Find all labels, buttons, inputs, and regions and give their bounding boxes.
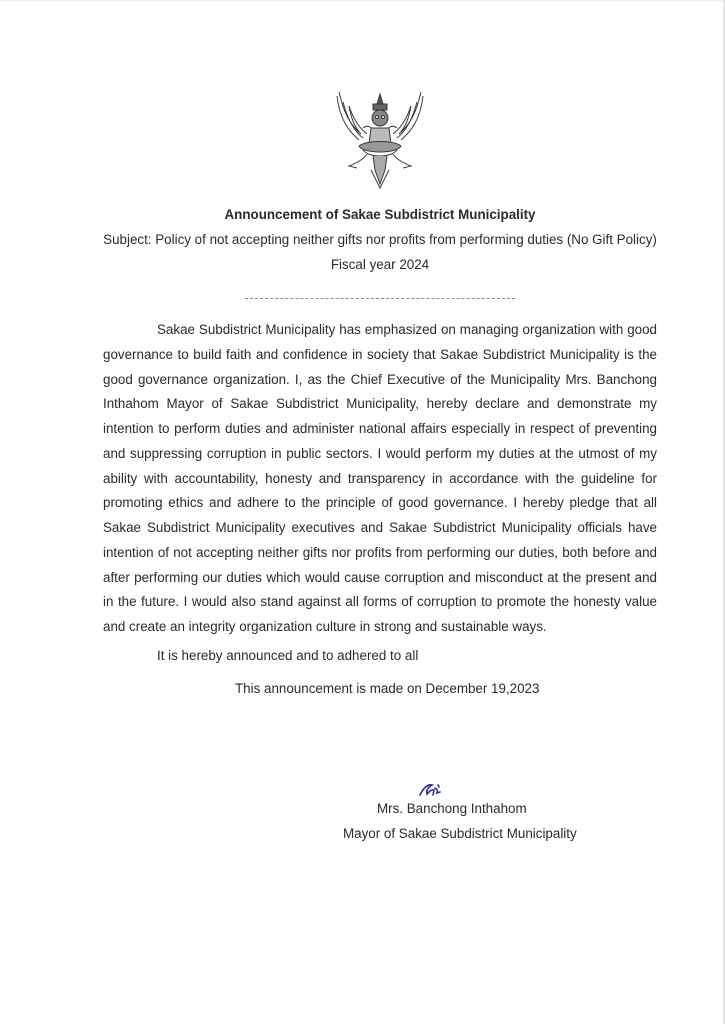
body-paragraph: Sakae Subdistrict Municipality has emphasized on managing organization with good governance to build faith and confidence in society that Sakae Subdistrict Municipality is the good governance organization. I, as the Chief Executive of the Municipality Mrs. Banchong Inthahom Mayor of Sakae Subdistrict Municipality, hereby declare and demonstrate my intention to perform duties and administer national affairs especially in respect of preventing and suppressing corruption in public sectors. I would perform my duties at the utmost of my ability with accountability, honesty and transparency in accordance with the guideline for promoting ethics and adhere to the principle of good governance. I hereby pledge that all Sakae Subdistrict Municipality executives and Sakae Subdistrict Municipality officials have intention of not accepting neither gifts nor profits from performing our duties, both before and after performing our duties which would cause corruption and misconduct at the present and in the future. I would also stand against all forms of corruption to promote the honesty value and create an integrity organization culture in strong and sustainable ways. (103, 322, 657, 634)
separator-line (245, 298, 515, 299)
closing-statement: It is hereby announced and to adhered to all (157, 648, 419, 663)
announcement-date: This announcement is made on December 19,2023 (235, 681, 540, 696)
document-title: Announcement of Sakae Subdistrict Municipality (224, 207, 536, 222)
page-top-edge (0, 0, 725, 1)
handwritten-signature-icon (418, 781, 444, 799)
signer-name: Mrs. Banchong Inthahom (377, 801, 527, 816)
document-subject: Subject: Policy of not accepting neither gifts nor profits from performing duties (No Gift Policy) (103, 232, 657, 247)
garuda-emblem-icon (333, 88, 427, 190)
fiscal-year: Fiscal year 2024 (330, 257, 430, 272)
signer-title: Mayor of Sakae Subdistrict Municipality (343, 826, 577, 841)
